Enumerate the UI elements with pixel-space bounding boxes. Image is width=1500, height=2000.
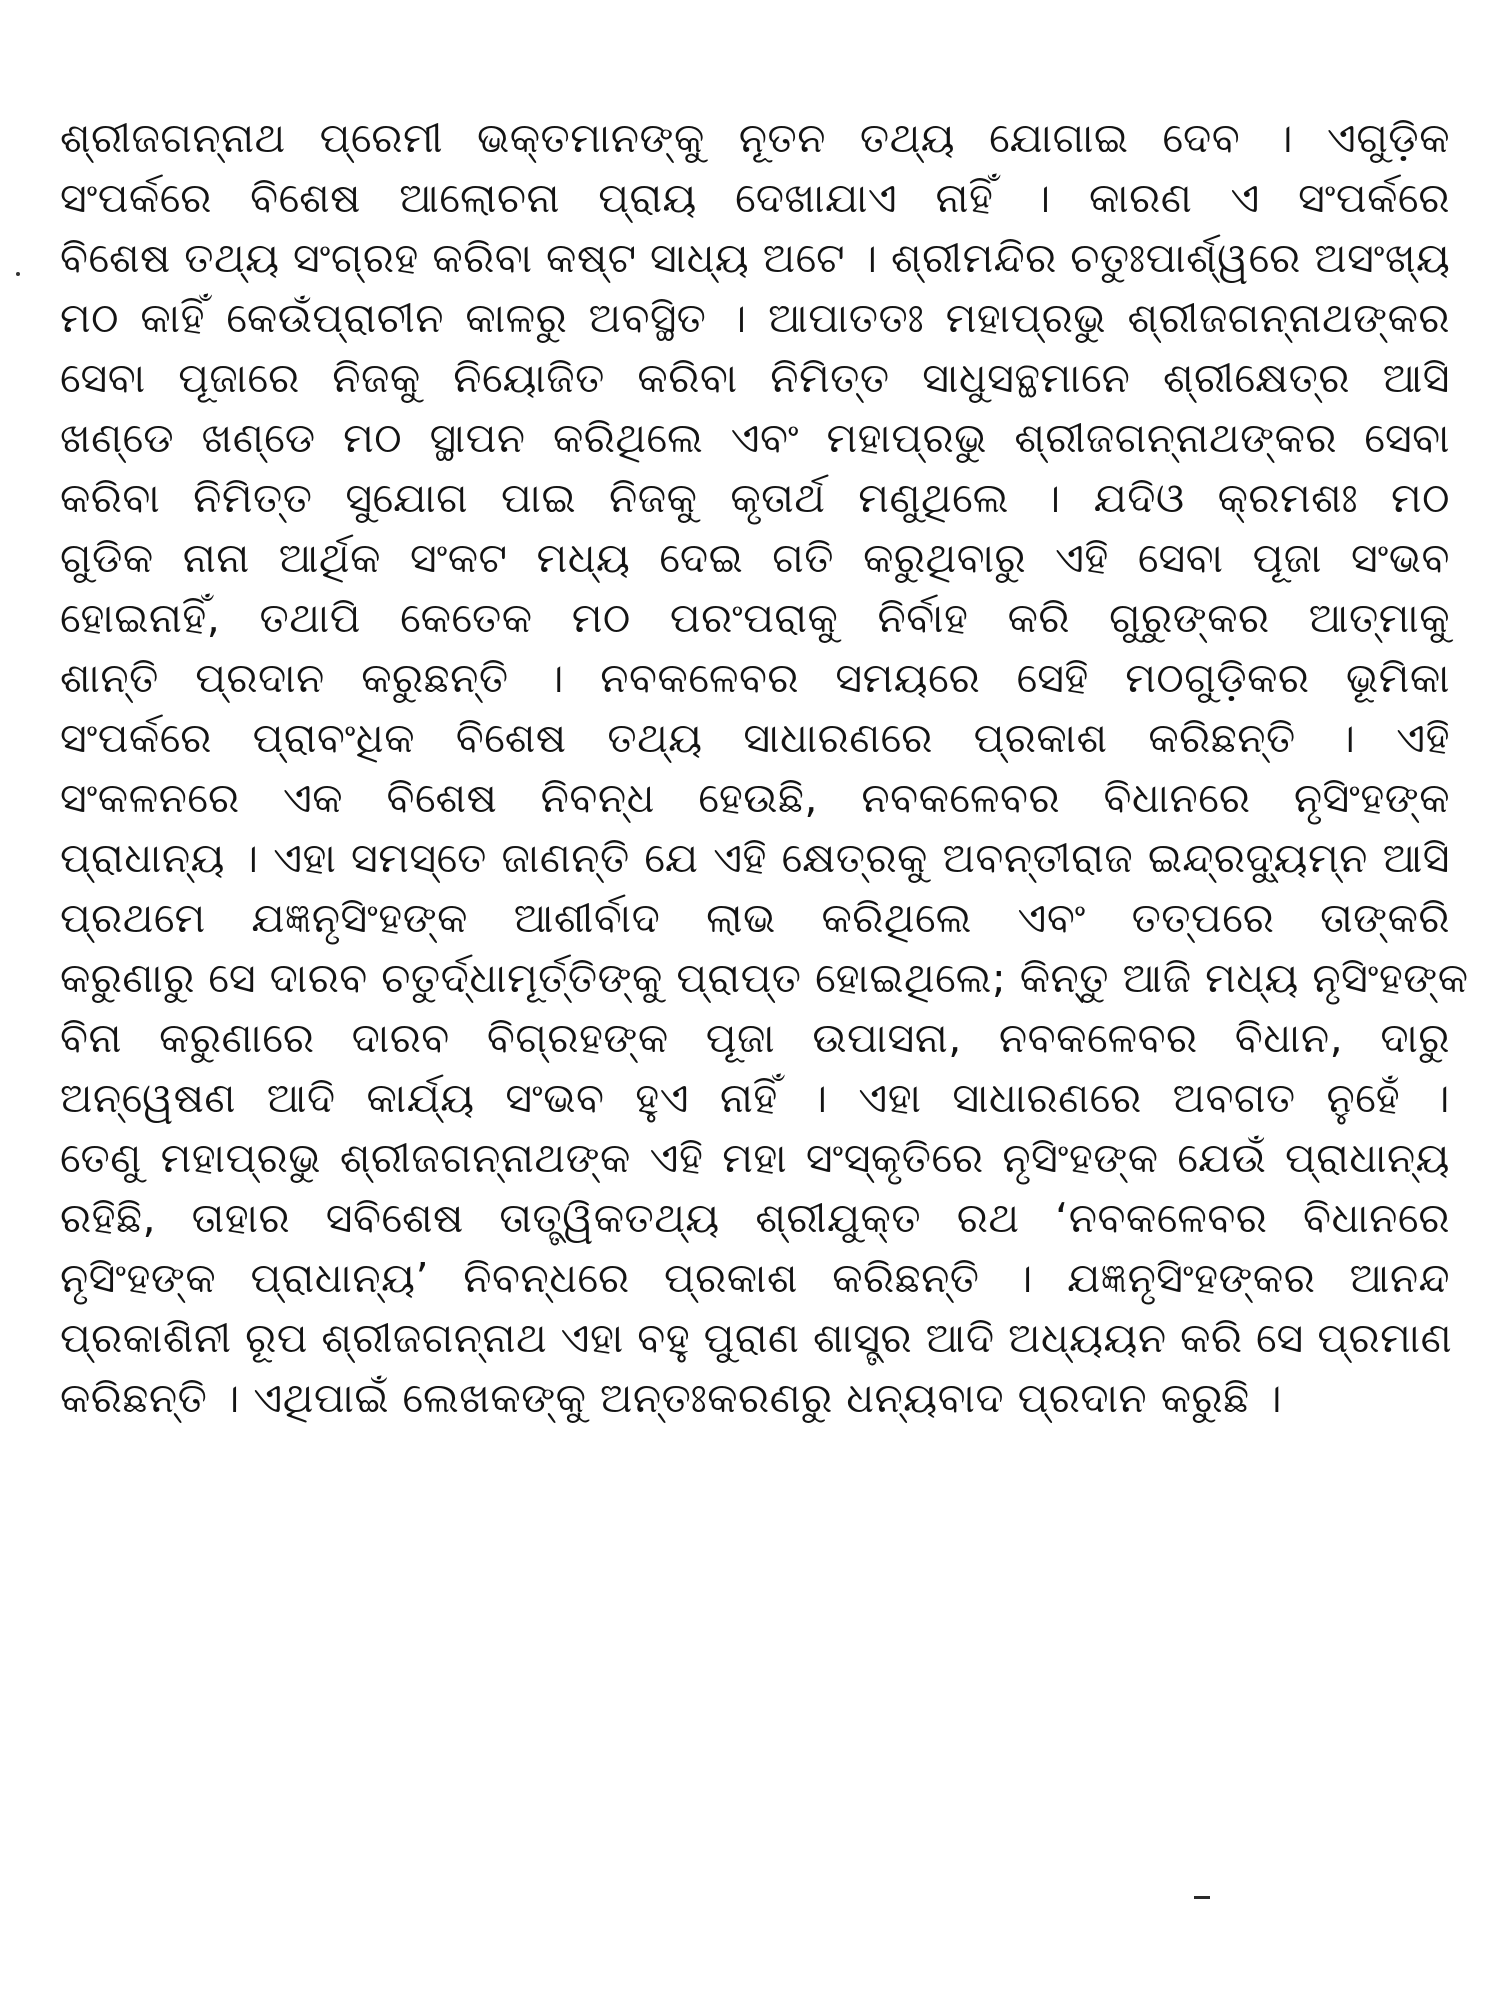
paragraph-line: ଶ୍ରୀଜଗନ୍ନାଥ ପ୍ରେମୀ ଭକ୍ତମାନଙ୍କୁ ନୂତନ ତଥ୍ୟ ଯୋଗାଇ ଦେବ । ଏଗୁଡ଼ିକ	[60, 114, 1450, 162]
paragraph-line: ରହିଛି, ତାହାର ସବିଶେଷ ତାତ୍ତ୍ୱିକତଥ୍ୟ ଶ୍ରୀଯୁକ୍ତ ରଥ ‘ନବକଳେବର ବିଧାନରେ	[60, 1194, 1450, 1242]
paragraph-line: ନୃସିଂହଙ୍କ ପ୍ରାଧାନ୍ୟ’ ନିବନ୍ଧରେ ପ୍ରକାଶ କରିଛନ୍ତି । ଯଜ୍ଞନୃସିଂହଙ୍କର ଆନନ୍ଦ	[60, 1254, 1450, 1302]
paragraph-line: ତେଣୁ ମହାପ୍ରଭୁ ଶ୍ରୀଜଗନ୍ନାଥଙ୍କ ଏହି ମହା ସଂସ୍କୃତିରେ ନୃସିଂହଙ୍କ ଯେଉଁ ପ୍ରାଧାନ୍ୟ	[60, 1134, 1450, 1182]
paragraph-line: ପ୍ରକାଶିନୀ ରୂପ ଶ୍ରୀଜଗନ୍ନାଥ ଏହା ବହୁ ପୁରାଣ ଶାସ୍ତ୍ର ଆଦି ଅଧ୍ୟୟନ କରି ସେ ପ୍ରମାଣ	[60, 1314, 1453, 1362]
paragraph-line: ପ୍ରଥମେ ଯଜ୍ଞନୃସିଂହଙ୍କ ଆଶୀର୍ବାଦ ଲାଭ କରିଥିଲେ ଏବଂ ତତ୍‌ପରେ ତାଙ୍କରି	[60, 894, 1450, 942]
paragraph-line: କରୁଣାରୁ ସେ ଦାରବ ଚତୁର୍ଦ୍ଧାମୂର୍ତ୍ତିଙ୍କୁ ପ୍ରାପ୍ତ ହୋଇଥିଲେ; କିନ୍ତୁ ଆଜି ମଧ୍ୟ ନୃସିଂହଙ୍କ	[60, 954, 1469, 1002]
paragraph-line: ମଠ କାହିଁ କେଉଁପ୍ରାଚୀନ କାଳରୁ ଅବସ୍ଥିତ । ଆପାତତଃ ମହାପ୍ରଭୁ ଶ୍ରୀଜଗନ୍ନାଥଙ୍କର	[60, 294, 1450, 342]
paragraph-line: କରିବା ନିମିତ୍ତ ସୁଯୋଗ ପାଇ ନିଜକୁ କୃତାର୍ଥ ମଣୁଥିଲେ । ଯଦିଓ କ୍ରମଶଃ ମଠ	[60, 474, 1450, 522]
paragraph-line: ବିନା କରୁଣାରେ ଦାରବ ବିଗ୍ରହଙ୍କ ପୂଜା ଉପାସନା, ନବକଳେବର ବିଧାନ, ଦାରୁ	[60, 1014, 1450, 1062]
paragraph-line: ସଂକଳନରେ ଏକ ବିଶେଷ ନିବନ୍ଧ ହେଉଛି, ନବକଳେବର ବିଧାନରେ ନୃସିଂହଙ୍କ	[60, 774, 1450, 822]
paragraph-line: ସେବା ପୂଜାରେ ନିଜକୁ ନିୟୋଜିତ କରିବା ନିମିତ୍ତ ସାଧୁସନ୍ଥମାନେ ଶ୍ରୀକ୍ଷେତ୍ର ଆସି	[60, 354, 1450, 402]
paragraph-line: ସଂପର୍କରେ ପ୍ରାବଂଧିକ ବିଶେଷ ତଥ୍ୟ ସାଧାରଣରେ ପ୍ରକାଶ କରିଛନ୍ତି । ଏହି	[60, 714, 1450, 762]
ink-speck	[16, 272, 20, 276]
footer-dash	[1194, 1896, 1210, 1899]
paragraph-line: ଖଣ୍ଡେ ଖଣ୍ଡେ ମଠ ସ୍ଥାପନ କରିଥିଲେ ଏବଂ ମହାପ୍ରଭୁ ଶ୍ରୀଜଗନ୍ନାଥଙ୍କର ସେବା	[60, 414, 1450, 462]
paragraph-line: କରିଛନ୍ତି । ଏଥିପାଇଁ ଲେଖକଙ୍କୁ ଅନ୍ତଃକରଣରୁ ଧନ୍ୟବାଦ ପ୍ରଦାନ କରୁଛି ।	[60, 1374, 1283, 1422]
paragraph-line: ଗୁଡିକ ନାନା ଆର୍ଥିକ ସଂକଟ ମଧ୍ୟ ଦେଇ ଗତି କରୁଥିବାରୁ ଏହି ସେବା ପୂଜା ସଂଭବ	[60, 534, 1450, 582]
paragraph-line: ଶାନ୍ତି ପ୍ରଦାନ କରୁଛନ୍ତି । ନବକଳେବର ସମୟରେ ସେହି ମଠଗୁଡ଼ିକର ଭୂମିକା	[60, 654, 1450, 702]
paragraph-line: ଅନ୍ୱେଷଣ ଆଦି କାର୍ଯ୍ୟ ସଂଭବ ହୁଏ ନାହିଁ । ଏହା ସାଧାରଣରେ ଅବଗତ ନୁହେଁ ।	[60, 1074, 1450, 1122]
paragraph-line: ବିଶେଷ ତଥ୍ୟ ସଂଗ୍ରହ କରିବା କଷ୍ଟ ସାଧ୍ୟ ଅଟେ । ଶ୍ରୀମନ୍ଦିର ଚତୁଃପାର୍ଶ୍ୱରେ ଅସଂଖ୍ୟ	[60, 234, 1451, 282]
paragraph-line: ପ୍ରାଧାନ୍ୟ । ଏହା ସମସ୍ତେ ଜାଣନ୍ତି ଯେ ଏହି କ୍ଷେତ୍ରକୁ ଅବନ୍ତୀରାଜ ଇନ୍ଦ୍ରଦ୍ୟୁମ୍ନ ଆସି	[60, 834, 1450, 882]
paragraph-line: ସଂପର୍କରେ ବିଶେଷ ଆଲୋଚନା ପ୍ରାୟ ଦେଖାଯାଏ ନାହିଁ । କାରଣ ଏ ସଂପର୍କରେ	[60, 174, 1450, 222]
paragraph-line: ହୋଇନାହିଁ, ତଥାପି କେତେକ ମଠ ପରଂପରାକୁ ନିର୍ବାହ କରି ଗୁରୁଙ୍କର ଆତ୍ମାକୁ	[60, 594, 1450, 642]
paragraph	[60, 108, 1469, 1428]
